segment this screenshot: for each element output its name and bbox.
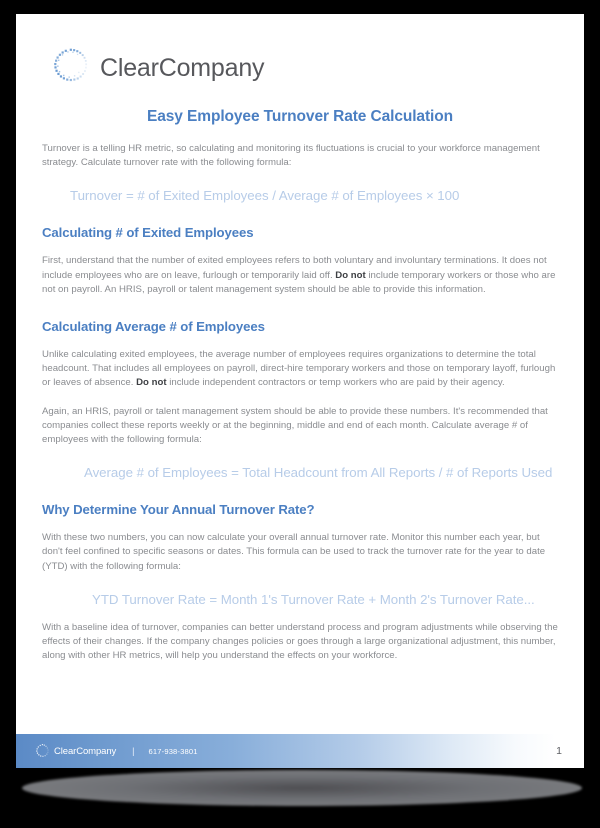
page-footer [16,734,584,768]
page-title: Easy Employee Turnover Rate Calculation [147,108,453,125]
section-heading-exited-employees: Calculating # of Exited Employees [42,225,254,241]
page-drop-shadow [22,770,582,806]
footer-divider: | [132,746,135,756]
formula-ytd-turnover-rate: YTD Turnover Rate = Month 1's Turnover Rate + Month 2's Turnover Rate... [92,591,535,607]
text-part-1: Unlike calculating exited employees, the average number of employees requires organizations to determine the total headcount. That includes all employees on payroll, direct-hire temporary workers and those on temporary layoff, furlough or leaves of absence. [42,349,556,389]
text-part-1: First, understand that the number of exited employees refers to both voluntary and involuntary terminations. It does not include employees who are on leave, furlough or temporarily laid off. [42,255,547,281]
section-heading-average-employees: Calculating Average # of Employees [42,319,265,335]
text-part-2: include temporary workers or those who are not on payroll. An HRIS, payroll or talent management system should be able to provide this information. [42,269,556,295]
document-content [16,14,584,663]
page-number: 1 [556,745,562,757]
emphasis-do-not: Do not [335,269,366,281]
text-part-2: include independent contractors or temp workers who are paid by their agency. [166,377,505,389]
section-3-paragraph-1: With these two numbers, you can now calculate your overall annual turnover rate. Monitor this number each year, but don't feel confined to specific seasons or dates. This formula can be used to track the turnover rate for the year to date (YTD) with the following formula: [42,532,546,572]
section-heading-annual-turnover: Why Determine Your Annual Turnover Rate? [42,502,315,518]
footer-content [16,734,584,768]
section-2-paragraph-2: Again, an HRIS, payroll or talent management system should be able to provide these numbers. It's recommended that companies collect these reports weekly or at the beginning, middle and end of each month. Calculate average # of employees with the following formula: [42,405,548,446]
formula-average-employees: Average # of Employees = Total Headcount from All Reports / # of Reports Used [84,465,553,481]
brand-header [42,40,558,96]
formula-turnover-rate: Turnover = # of Exited Employees / Average # of Employees × 100 [70,188,460,204]
section-1-paragraph [42,254,558,297]
intro-paragraph: Turnover is a telling HR metric, so calculating and monitoring its fluctuations is crucial to your workforce management strategy. Calculate turnover rate with the following formula: [42,143,540,169]
dotted-ring-logo-icon [34,743,51,760]
footer-phone-number: 617-938-3801 [148,746,198,756]
document-page [16,14,584,768]
brand-wordmark: ClearCompany [100,53,265,82]
section-2-paragraph-1 [42,348,558,391]
closing-paragraph: With a baseline idea of turnover, companies can better understand process and program adjustments while observing the effects of their changes. If the company changes policies or goes through a large organizational adjustment, this number, along with other HR metrics, will help you understand the effects on your workforce. [42,621,558,662]
footer-brand-name: ClearCompany [54,745,117,757]
dotted-ring-logo-icon [50,47,92,89]
emphasis-do-not: Do not [136,377,167,389]
